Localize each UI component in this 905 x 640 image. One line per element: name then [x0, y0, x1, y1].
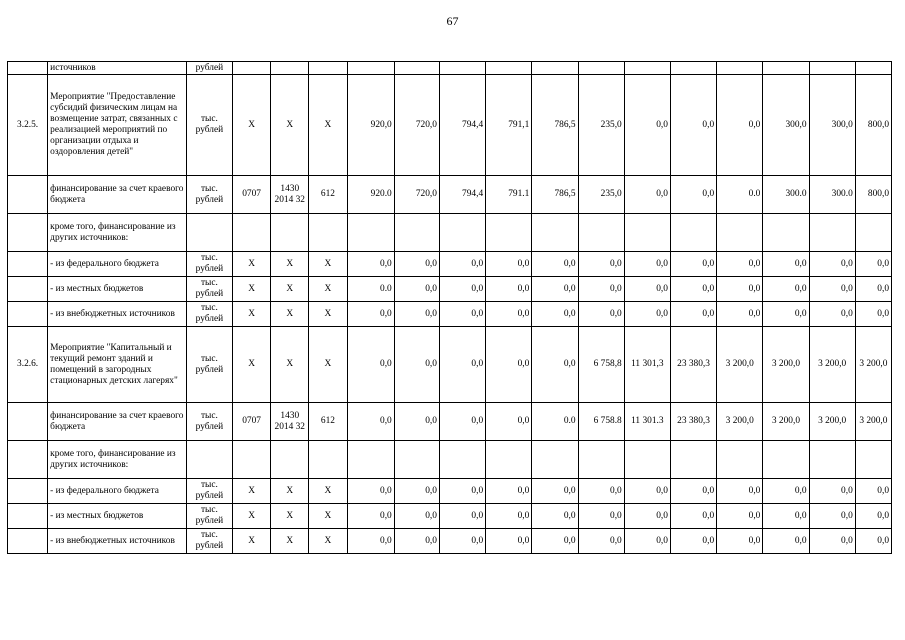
code-target-cell: [271, 441, 309, 479]
value-cell: [532, 214, 578, 252]
value-cell: 0,0: [394, 277, 439, 302]
unit-cell: [186, 441, 232, 479]
value-cell: 794,4: [439, 176, 485, 214]
row-name-cell: кроме того, финансирование из других источников:: [48, 441, 187, 479]
value-cell: 0,0: [439, 529, 485, 554]
value-cell: 3 200,0: [763, 327, 809, 403]
row-number-cell: [8, 504, 48, 529]
code-section-cell: Х: [233, 277, 271, 302]
value-cell: 23 380,3: [670, 327, 716, 403]
value-cell: 0,0: [532, 277, 578, 302]
value-cell: 300.0: [809, 176, 855, 214]
code-target-cell: [271, 62, 309, 75]
value-cell: 23 380,3: [670, 403, 716, 441]
value-cell: 0,0: [394, 504, 439, 529]
value-cell: 800,0: [855, 75, 891, 176]
value-cell: [347, 441, 394, 479]
row-name-cell: кроме того, финансирование из других источников:: [48, 214, 187, 252]
code-target-cell: Х: [271, 327, 309, 403]
value-cell: 3 200,0: [809, 327, 855, 403]
code-type-cell: [309, 214, 347, 252]
unit-cell: тыс. рублей: [186, 327, 232, 403]
code-type-cell: [309, 441, 347, 479]
value-cell: 0,0: [809, 529, 855, 554]
value-cell: 300,0: [809, 75, 855, 176]
value-cell: [624, 214, 670, 252]
code-type-cell: Х: [309, 529, 347, 554]
value-cell: 3 200,0: [855, 403, 891, 441]
value-cell: 800,0: [855, 176, 891, 214]
value-cell: 0,0: [763, 479, 809, 504]
value-cell: 0,0: [532, 479, 578, 504]
value-cell: [624, 441, 670, 479]
value-cell: 0,0: [624, 504, 670, 529]
value-cell: 0,0: [624, 277, 670, 302]
row-number-cell: [8, 252, 48, 277]
table-row: [8, 403, 892, 441]
unit-cell: тыс. рублей: [186, 403, 232, 441]
row-name-cell: - из федерального бюджета: [48, 252, 187, 277]
value-cell: [624, 62, 670, 75]
code-section-cell: Х: [233, 327, 271, 403]
code-section-cell: Х: [233, 529, 271, 554]
table-row: [8, 479, 892, 504]
value-cell: [439, 62, 485, 75]
row-number-cell: [8, 277, 48, 302]
code-section-cell: 0707: [233, 176, 271, 214]
value-cell: 0,0: [670, 479, 716, 504]
value-cell: 0,0: [670, 252, 716, 277]
value-cell: 0,0: [855, 479, 891, 504]
row-name-cell: - из внебюджетных источников: [48, 302, 187, 327]
value-cell: 3 200,0: [717, 403, 763, 441]
value-cell: 11 301.3: [624, 403, 670, 441]
value-cell: 0,0: [347, 529, 394, 554]
value-cell: 3 200,0: [717, 327, 763, 403]
value-cell: 0,0: [717, 75, 763, 176]
value-cell: 300.0: [763, 176, 809, 214]
value-cell: 0,0: [394, 529, 439, 554]
value-cell: [486, 441, 532, 479]
value-cell: 0,0: [763, 529, 809, 554]
value-cell: [855, 62, 891, 75]
code-section-cell: 0707: [233, 403, 271, 441]
value-cell: 0.0: [717, 176, 763, 214]
value-cell: 0,0: [717, 504, 763, 529]
value-cell: 0,0: [486, 302, 532, 327]
value-cell: 0,0: [855, 277, 891, 302]
code-type-cell: Х: [309, 504, 347, 529]
value-cell: 920.0: [347, 176, 394, 214]
value-cell: 786,5: [532, 75, 578, 176]
unit-cell: тыс. рублей: [186, 176, 232, 214]
row-number-cell: [8, 176, 48, 214]
row-number-cell: 3.2.6.: [8, 327, 48, 403]
value-cell: 0,0: [717, 277, 763, 302]
value-cell: 0,0: [624, 302, 670, 327]
unit-cell: тыс. рублей: [186, 302, 232, 327]
unit-cell: рублей: [186, 62, 232, 75]
code-type-cell: Х: [309, 327, 347, 403]
value-cell: [578, 441, 624, 479]
code-section-cell: Х: [233, 504, 271, 529]
value-cell: 0,0: [809, 479, 855, 504]
code-section-cell: Х: [233, 302, 271, 327]
row-name-cell: источников: [48, 62, 187, 75]
value-cell: 235,0: [578, 176, 624, 214]
table-row: [8, 302, 892, 327]
value-cell: 0,0: [809, 504, 855, 529]
value-cell: 0,0: [486, 479, 532, 504]
value-cell: [347, 214, 394, 252]
row-name-cell: - из местных бюджетов: [48, 504, 187, 529]
value-cell: [763, 62, 809, 75]
unit-cell: [186, 214, 232, 252]
value-cell: 0,0: [855, 504, 891, 529]
value-cell: 0,0: [578, 479, 624, 504]
code-target-cell: Х: [271, 302, 309, 327]
value-cell: [670, 62, 716, 75]
value-cell: 0,0: [347, 302, 394, 327]
value-cell: 0,0: [439, 302, 485, 327]
value-cell: 0,0: [394, 302, 439, 327]
value-cell: [439, 214, 485, 252]
value-cell: 0,0: [578, 504, 624, 529]
value-cell: [394, 441, 439, 479]
table-row: [8, 75, 892, 176]
budget-table: [7, 61, 892, 554]
row-number-cell: [8, 302, 48, 327]
row-number-cell: 3.2.5.: [8, 75, 48, 176]
value-cell: [763, 214, 809, 252]
code-target-cell: Х: [271, 277, 309, 302]
table-row: [8, 62, 892, 75]
value-cell: 0,0: [486, 403, 532, 441]
unit-cell: тыс. рублей: [186, 75, 232, 176]
value-cell: 0,0: [670, 504, 716, 529]
value-cell: 0,0: [532, 529, 578, 554]
unit-cell: тыс. рублей: [186, 252, 232, 277]
value-cell: 0,0: [439, 479, 485, 504]
code-section-cell: Х: [233, 252, 271, 277]
value-cell: 0,0: [578, 277, 624, 302]
value-cell: 0,0: [347, 479, 394, 504]
row-name-cell: - из федерального бюджета: [48, 479, 187, 504]
value-cell: 0,0: [439, 252, 485, 277]
value-cell: 0,0: [763, 504, 809, 529]
value-cell: [532, 62, 578, 75]
value-cell: 0,0: [763, 302, 809, 327]
page-number: 67: [446, 14, 459, 28]
value-cell: 0,0: [578, 252, 624, 277]
code-type-cell: Х: [309, 479, 347, 504]
value-cell: 0,0: [486, 504, 532, 529]
code-target-cell: Х: [271, 75, 309, 176]
row-number-cell: [8, 529, 48, 554]
row-number-cell: [8, 403, 48, 441]
row-number-cell: [8, 62, 48, 75]
code-target-cell: 1430 2014 32: [271, 176, 309, 214]
unit-cell: тыс. рублей: [186, 479, 232, 504]
row-name-cell: Мероприятие "Капитальный и текущий ремонт зданий и помещений в загородных стационарных детских лагерях": [48, 327, 187, 403]
value-cell: 0,0: [717, 302, 763, 327]
value-cell: [532, 441, 578, 479]
value-cell: 0,0: [347, 504, 394, 529]
value-cell: 0,0: [670, 277, 716, 302]
value-cell: 0,0: [717, 479, 763, 504]
table-row: [8, 176, 892, 214]
value-cell: 6 758,8: [578, 327, 624, 403]
value-cell: 0,0: [578, 529, 624, 554]
value-cell: 300,0: [763, 75, 809, 176]
code-target-cell: Х: [271, 252, 309, 277]
code-type-cell: Х: [309, 252, 347, 277]
value-cell: [855, 441, 891, 479]
value-cell: 0,0: [486, 327, 532, 403]
unit-cell: тыс. рублей: [186, 277, 232, 302]
value-cell: 0,0: [809, 252, 855, 277]
code-target-cell: Х: [271, 504, 309, 529]
code-type-cell: 612: [309, 403, 347, 441]
row-name-cell: Мероприятие "Предоставление субсидий физическим лицам на возмещение затрат, связанных с реализацией мероприятий по организации отдыха и оздоровления детей": [48, 75, 187, 176]
value-cell: 0,0: [809, 302, 855, 327]
value-cell: 0,0: [763, 277, 809, 302]
value-cell: [578, 214, 624, 252]
row-number-cell: [8, 441, 48, 479]
value-cell: 791.1: [486, 176, 532, 214]
value-cell: 0,0: [624, 252, 670, 277]
value-cell: [763, 441, 809, 479]
value-cell: 6 758.8: [578, 403, 624, 441]
value-cell: 0,0: [624, 479, 670, 504]
value-cell: 0,0: [717, 252, 763, 277]
table-row: [8, 441, 892, 479]
code-target-cell: Х: [271, 479, 309, 504]
table-row: [8, 277, 892, 302]
code-target-cell: 1430 2014 32: [271, 403, 309, 441]
table-row: [8, 529, 892, 554]
code-type-cell: 612: [309, 176, 347, 214]
value-cell: 794,4: [439, 75, 485, 176]
value-cell: [809, 441, 855, 479]
value-cell: 0,0: [532, 252, 578, 277]
code-section-cell: [233, 441, 271, 479]
table-row: [8, 252, 892, 277]
value-cell: 0,0: [439, 327, 485, 403]
value-cell: 920,0: [347, 75, 394, 176]
value-cell: [717, 62, 763, 75]
value-cell: 0,0: [394, 479, 439, 504]
value-cell: 0.0: [532, 403, 578, 441]
code-target-cell: Х: [271, 529, 309, 554]
value-cell: [439, 441, 485, 479]
code-section-cell: Х: [233, 75, 271, 176]
code-section-cell: [233, 214, 271, 252]
code-section-cell: Х: [233, 479, 271, 504]
code-target-cell: [271, 214, 309, 252]
value-cell: 0,0: [670, 302, 716, 327]
value-cell: [855, 214, 891, 252]
table-row: [8, 214, 892, 252]
value-cell: [578, 62, 624, 75]
code-type-cell: Х: [309, 75, 347, 176]
value-cell: 0,0: [578, 302, 624, 327]
value-cell: [486, 62, 532, 75]
value-cell: [394, 62, 439, 75]
row-name-cell: - из внебюджетных источников: [48, 529, 187, 554]
value-cell: 3 200,0: [809, 403, 855, 441]
value-cell: 0,0: [763, 252, 809, 277]
value-cell: 0,0: [347, 327, 394, 403]
value-cell: 3 200,0: [855, 327, 891, 403]
value-cell: 791,1: [486, 75, 532, 176]
code-type-cell: Х: [309, 277, 347, 302]
table-row: [8, 504, 892, 529]
value-cell: 0,0: [439, 277, 485, 302]
value-cell: 0,0: [855, 252, 891, 277]
row-name-cell: финансирование за счет краевого бюджета: [48, 176, 187, 214]
row-number-cell: [8, 214, 48, 252]
value-cell: [809, 62, 855, 75]
value-cell: [394, 214, 439, 252]
value-cell: [717, 214, 763, 252]
value-cell: 0,0: [394, 403, 439, 441]
table-row: [8, 327, 892, 403]
value-cell: 0,0: [624, 75, 670, 176]
value-cell: 11 301,3: [624, 327, 670, 403]
value-cell: 0,0: [439, 504, 485, 529]
code-type-cell: Х: [309, 302, 347, 327]
code-type-cell: [309, 62, 347, 75]
value-cell: [809, 214, 855, 252]
value-cell: [486, 214, 532, 252]
code-section-cell: [233, 62, 271, 75]
value-cell: 0,0: [347, 403, 394, 441]
value-cell: 0,0: [486, 252, 532, 277]
value-cell: 0,0: [670, 529, 716, 554]
value-cell: 235,0: [578, 75, 624, 176]
unit-cell: тыс. рублей: [186, 504, 232, 529]
value-cell: 0,0: [439, 403, 485, 441]
value-cell: [670, 214, 716, 252]
value-cell: 720,0: [394, 75, 439, 176]
value-cell: 720,0: [394, 176, 439, 214]
value-cell: 0,0: [532, 302, 578, 327]
value-cell: 0,0: [670, 75, 716, 176]
row-name-cell: финансирование за счет краевого бюджета: [48, 403, 187, 441]
value-cell: 0,0: [624, 529, 670, 554]
value-cell: 0,0: [809, 277, 855, 302]
row-name-cell: - из местных бюджетов: [48, 277, 187, 302]
unit-cell: тыс. рублей: [186, 529, 232, 554]
value-cell: [717, 441, 763, 479]
value-cell: 0,0: [717, 529, 763, 554]
value-cell: [670, 441, 716, 479]
value-cell: 0,0: [532, 327, 578, 403]
value-cell: 0.0: [347, 277, 394, 302]
value-cell: 3 200,0: [763, 403, 809, 441]
value-cell: 0,0: [486, 529, 532, 554]
row-number-cell: [8, 479, 48, 504]
value-cell: 0,0: [347, 252, 394, 277]
value-cell: 0,0: [624, 176, 670, 214]
value-cell: [347, 62, 394, 75]
value-cell: 0,0: [486, 277, 532, 302]
value-cell: 0,0: [532, 504, 578, 529]
value-cell: 0,0: [855, 529, 891, 554]
value-cell: 0,0: [394, 327, 439, 403]
value-cell: 0,0: [670, 176, 716, 214]
value-cell: 786,5: [532, 176, 578, 214]
value-cell: 0,0: [855, 302, 891, 327]
value-cell: 0,0: [394, 252, 439, 277]
